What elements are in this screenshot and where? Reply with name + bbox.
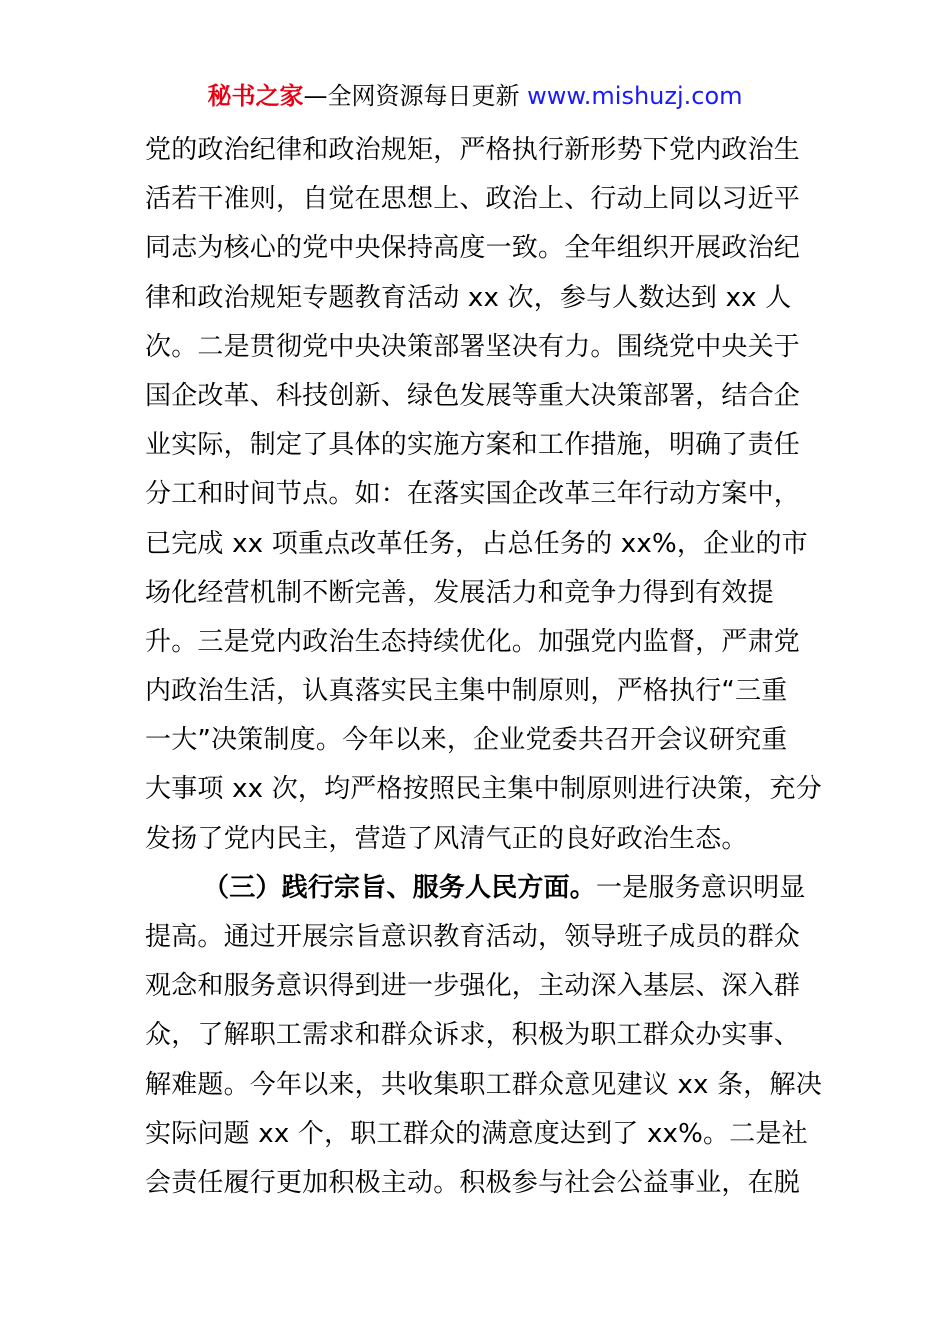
text-line: 众，了解职工需求和群众诉求，积极为职工群众办实事、 (145, 1020, 801, 1051)
text-line: 一大”决策制度。今年以来，企业党委共召开会议研究重 (145, 725, 788, 756)
text-line: 内政治生活，认真落实民主集中制原则，严格执行“三重 (145, 676, 788, 707)
text-line: 会责任履行更加积极主动。积极参与社会公益事业，在脱 (145, 1167, 801, 1198)
site-brand: 秘书之家 (207, 82, 304, 110)
text-line: 场化经营机制不断完善，发展活力和竞争力得到有效提 (145, 577, 774, 608)
text-line: 党的政治纪律和政治规矩，严格执行新形势下党内政治生 (145, 135, 801, 165)
section-3-heading: （三）践行宗旨、服务人民方面。 (203, 872, 597, 903)
document-body (145, 126, 822, 1208)
text-line: 律和政治规矩专题教育活动 xx 次，参与人数达到 xx 人 (145, 282, 792, 313)
text-line: 实际问题 xx 个，职工群众的满意度达到了 xx%。二是社 (145, 1118, 808, 1149)
page-header (0, 80, 950, 112)
site-url[interactable]: www.mishuzj.com (527, 82, 743, 110)
text-line: 活若干准则，自觉在思想上、政治上、行动上同以习近平 (145, 184, 801, 215)
text-line: 提高。通过开展宗旨意识教育活动，领导班子成员的群众 (145, 922, 801, 952)
text-line: 次。二是贯彻党中央决策部署坚决有力。围绕党中央关于 (145, 331, 801, 362)
text-line: 分工和时间节点。如：在落实国企改革三年行动方案中， (145, 479, 801, 510)
text-line: 升。三是党内政治生态持续优化。加强党内监督，严肃党 (145, 626, 801, 657)
text-line: 同志为核心的党中央保持高度一致。全年组织开展政治纪 (145, 233, 801, 264)
text-line: 已完成 xx 项重点改革任务，占总任务的 xx%，企业的市 (145, 528, 808, 559)
text-line: 解难题。今年以来，共收集职工群众意见建议 xx 条，解决 (145, 1069, 822, 1100)
text-line: 观念和服务意识得到进一步强化，主动深入基层、深入群 (145, 971, 801, 1002)
site-tagline: —全网资源每日更新 (303, 82, 520, 110)
text-line: 大事项 xx 次，均严格按照民主集中制原则进行决策，充分 (145, 774, 822, 805)
section-3-first-line (145, 864, 815, 913)
text-line: 业实际，制定了具体的实施方案和工作措施，明确了责任 (145, 430, 801, 461)
text-line: 国企改革、科技创新、绿色发展等重大决策部署，结合企 (145, 380, 801, 411)
section-3-lead: 一是服务意识明显 (596, 872, 806, 903)
text-line: 发扬了党内民主，营造了风清气正的良好政治生态。 (145, 823, 748, 854)
